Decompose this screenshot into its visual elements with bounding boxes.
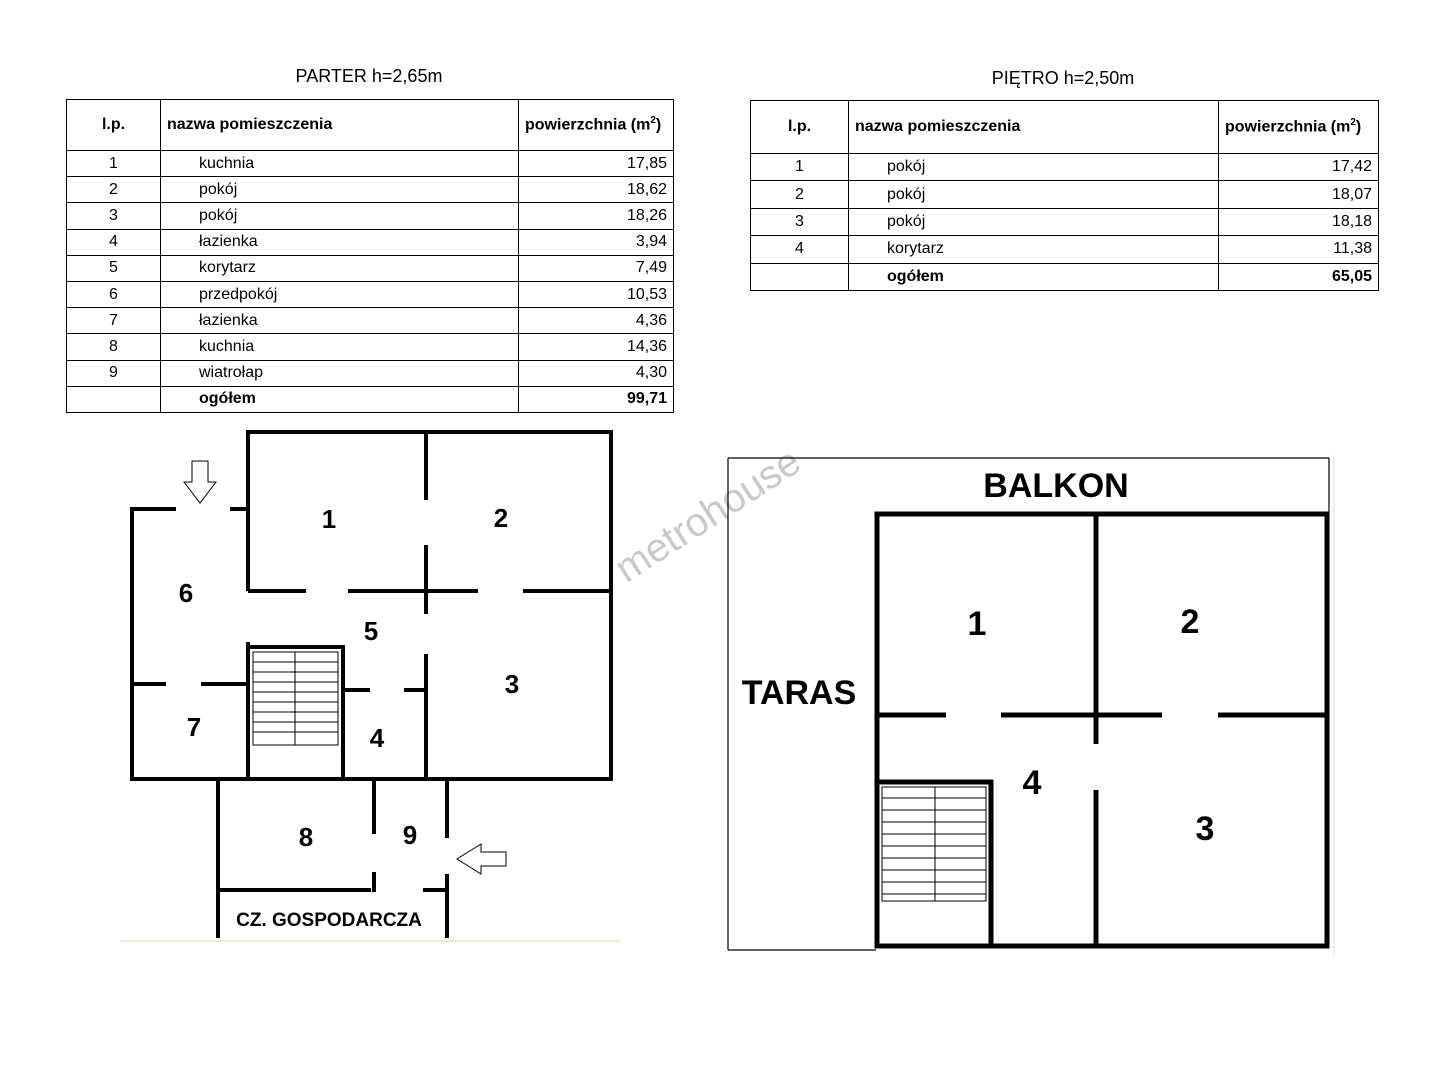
area-cell: 4,30 [519,360,674,386]
room-name-cell: łazienka [161,229,519,255]
room-number-label: 9 [402,820,418,850]
room-name-cell: wiatrołap [161,360,519,386]
row-number-cell: 7 [67,308,161,334]
room-name-header: nazwa pomieszczenia [161,100,519,151]
area-cell: 10,53 [519,281,674,307]
area-cell: 14,36 [519,334,674,360]
area-header-superscript: 2 [1350,117,1356,129]
lp-header: l.p. [751,101,849,154]
room-name-cell: pokój [161,177,519,203]
room-number-label: 7 [186,712,202,742]
room-name-cell: ogółem [849,263,1219,290]
room-name-cell: łazienka [161,308,519,334]
room-name-cell: korytarz [849,236,1219,263]
row-number-cell: 1 [67,151,161,177]
watermark: metrohouse [607,439,809,592]
parter-floor-plan [120,430,620,941]
area-cell: 4,36 [519,308,674,334]
room-name-cell: pokój [849,181,1219,208]
row-number-cell: 6 [67,281,161,307]
room-name-cell: korytarz [161,255,519,281]
lp-header: l.p. [67,100,161,151]
parter-walls [130,430,611,938]
arrow-down-icon [184,461,216,503]
utility-area-label: CZ. GOSPODARCZA [236,910,422,931]
room-name-cell: pokój [161,203,519,229]
area-header-superscript: 2 [650,115,656,127]
area-cell: 18,26 [519,203,674,229]
room-name-cell: pokój [849,208,1219,235]
arrow-left-icon [457,844,506,874]
row-number-cell: 3 [67,203,161,229]
row-number-cell: 2 [67,177,161,203]
room-number-label: 2 [493,503,509,533]
area-cell: 17,85 [519,151,674,177]
row-number-cell: 5 [67,255,161,281]
room-name-header: nazwa pomieszczenia [849,101,1219,154]
area-cell: 7,49 [519,255,674,281]
room-name-cell: ogółem [161,386,519,412]
row-number-cell: 3 [751,208,849,235]
room-number-label: 1 [967,605,987,643]
area-cell: 18,07 [1219,181,1379,208]
row-number-cell: 9 [67,360,161,386]
row-number-cell: 4 [751,236,849,263]
room-number-label: 3 [504,669,520,699]
room-name-cell: kuchnia [161,151,519,177]
area-cell: 11,38 [1219,236,1379,263]
room-name-cell: pokój [849,154,1219,181]
room-number-label: 3 [1195,810,1215,848]
room-number-label: 4 [1022,764,1042,802]
room-number-label: 6 [178,578,194,608]
pietro-walls [877,514,1327,946]
room-name-cell: kuchnia [161,334,519,360]
area-cell: 17,42 [1219,154,1379,181]
terrace-label: TARAS [741,674,857,712]
area-cell: 18,18 [1219,208,1379,235]
row-number-cell: 1 [751,154,849,181]
area-header-end: ) [1355,118,1362,136]
area-cell: 18,62 [519,177,674,203]
row-number-cell: 8 [67,334,161,360]
room-number-label: 1 [321,504,337,534]
room-number-label: 4 [369,723,385,753]
pietro-stairs [882,787,986,901]
room-number-label: 8 [298,822,314,852]
parter-stairs [253,652,338,745]
area-cell: 99,71 [519,386,674,412]
pietro-caption: PIĘTRO h=2,50m [991,68,1135,88]
room-number-label: 2 [1180,603,1200,641]
parter-caption: PARTER h=2,65m [295,66,443,86]
area-header-end: ) [655,116,662,134]
room-name-cell: przedpokój [161,281,519,307]
room-number-label: 5 [363,616,379,646]
area-header-text: powierzchnia (m [1225,118,1351,136]
area-header-text: powierzchnia (m [525,116,651,134]
row-number-cell: 4 [67,229,161,255]
parter-room-labels [179,503,519,931]
row-number-cell: 2 [751,181,849,208]
area-cell: 3,94 [519,229,674,255]
pietro-room-labels [742,467,1215,848]
balcony-label: BALKON [983,467,1129,505]
area-cell: 65,05 [1219,263,1379,290]
